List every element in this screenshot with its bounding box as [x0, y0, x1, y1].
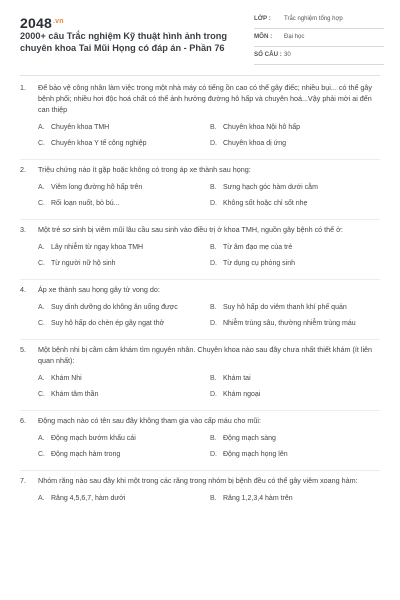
question-list	[0, 76, 400, 515]
option-b[interactable]	[210, 303, 382, 312]
question-3	[0, 220, 400, 280]
option-c[interactable]	[38, 199, 210, 208]
options	[20, 235, 376, 280]
question-7	[0, 471, 400, 515]
question-text: Áp xe thành sau họng gây tử vong do:	[38, 285, 160, 294]
option-letter: D.	[210, 451, 217, 458]
question-number: 5.	[20, 345, 26, 354]
option-text: Động mạch bướm khẩu cái	[51, 435, 136, 442]
option-letter: A.	[38, 435, 45, 442]
options	[20, 366, 376, 411]
options	[20, 426, 376, 471]
option-b[interactable]	[210, 123, 382, 132]
option-text: Khám tai	[223, 375, 251, 382]
option-text: Răng 4,5,6,7, hàm dưới	[51, 495, 126, 502]
option-letter: B.	[210, 124, 217, 131]
option-letter: C.	[38, 451, 45, 458]
option-text: Không sốt hoặc chỉ sốt nhẹ	[223, 200, 308, 207]
option-text: Khám Nhi	[51, 375, 82, 382]
option-letter: D.	[210, 140, 217, 147]
logo-tld: .vn	[52, 18, 64, 25]
site-logo[interactable]	[20, 15, 64, 31]
option-text: Động mạch họng lên	[223, 451, 288, 458]
option-letter: A.	[38, 124, 45, 131]
option-text: Sưng hạch góc hàm dưới cằm	[223, 184, 318, 191]
option-d[interactable]	[210, 139, 382, 148]
option-text: Chuyên khoa Nội hô hấp	[223, 124, 301, 131]
option-a[interactable]	[38, 303, 210, 312]
options	[20, 115, 376, 160]
question-stem	[20, 82, 376, 115]
option-b[interactable]	[210, 183, 382, 192]
option-text: Khám ngoại	[223, 391, 261, 398]
option-letter: C.	[38, 320, 45, 327]
option-text: Chuyên khoa dị ứng	[223, 140, 287, 147]
meta-row-subject	[254, 32, 384, 47]
option-letter: D.	[210, 320, 217, 327]
option-text: Suy dinh dưỡng do không ăn uống được	[51, 304, 178, 311]
question-text: Để bảo vệ công nhân làm việc trong một nhà máy có tiếng ồn cao có thể gây điếc; nhiều bụi... có thể gây bệnh phổi; nhiều hơi độc hoá chất có thể ảnh hưởng đường hô hấp và chuyên hoá...Vậy phải mời ai đến can thiệp	[38, 83, 373, 114]
options	[20, 295, 376, 340]
option-text: Chuyên khoa Y tế công nghiệp	[51, 140, 147, 147]
option-text: Rối loạn nuốt, bỏ bú...	[51, 200, 120, 207]
meta-value: Trắc nghiệm tổng hợp	[284, 15, 343, 22]
option-letter: C.	[38, 140, 45, 147]
option-letter: D.	[210, 200, 217, 207]
logo-number: 2048	[20, 15, 52, 31]
question-stem	[20, 284, 376, 295]
option-letter: B.	[210, 375, 217, 382]
option-letter: D.	[210, 260, 217, 267]
options	[20, 175, 376, 220]
option-letter: B.	[210, 435, 217, 442]
option-c[interactable]	[38, 259, 210, 268]
option-b[interactable]	[210, 494, 382, 503]
question-number: 1.	[20, 83, 26, 92]
option-d[interactable]	[210, 199, 382, 208]
option-letter: A.	[38, 375, 45, 382]
option-letter: B.	[210, 244, 217, 251]
question-text: Triệu chứng nào ít gặp hoặc không có trong áp xe thành sau họng:	[38, 165, 251, 174]
meta-table	[254, 14, 384, 68]
option-letter: C.	[38, 391, 45, 398]
meta-row-class	[254, 14, 384, 29]
question-number: 3.	[20, 225, 26, 234]
question-text: Một bệnh nhi bị câm câm khám tìm nguyên nhân. Chuyên khoa nào sau đây chưa nhất thiết khám (ít liên quan nhất):	[38, 345, 373, 365]
option-d[interactable]	[210, 450, 382, 459]
option-a[interactable]	[38, 243, 210, 252]
question-text: Động mạch nào có tên sau đây không tham gia vào cấp máu cho mũi:	[38, 416, 261, 425]
meta-value: Đại học	[284, 33, 305, 40]
question-stem	[20, 475, 376, 486]
option-b[interactable]	[210, 243, 382, 252]
option-d[interactable]	[210, 319, 382, 328]
option-letter: C.	[38, 200, 45, 207]
option-letter: A.	[38, 495, 45, 502]
option-text: Từ dụng cụ phòng sinh	[223, 260, 296, 267]
question-text: Nhóm răng nào sau đây khi một trong các răng trong nhóm bị bệnh đều có thể gây viêm xoang hàm:	[38, 476, 358, 485]
option-text: Răng 1,2,3,4 hàm trên	[223, 495, 293, 502]
option-text: Từ người nữ hộ sinh	[51, 260, 116, 267]
option-text: Suy hô hấp do chèn ép gây ngạt thở	[51, 320, 165, 327]
question-1	[0, 76, 400, 160]
option-letter: B.	[210, 304, 217, 311]
question-number: 2.	[20, 165, 26, 174]
option-a[interactable]	[38, 494, 210, 503]
question-stem	[20, 164, 376, 175]
option-letter: B.	[210, 184, 217, 191]
question-6	[0, 411, 400, 471]
option-letter: A.	[38, 184, 45, 191]
option-text: Suy hô hấp do viêm thanh khí phế quản	[223, 304, 347, 311]
question-4	[0, 280, 400, 340]
question-number: 6.	[20, 416, 26, 425]
option-c[interactable]	[38, 390, 210, 399]
option-c[interactable]	[38, 139, 210, 148]
question-5	[0, 340, 400, 411]
option-text: Từ âm đạo mẹ của trẻ	[223, 244, 293, 251]
meta-row-count	[254, 50, 384, 65]
option-letter: A.	[38, 244, 45, 251]
question-text: Một trẻ sơ sinh bị viêm mũi lâu cầu sau sinh vào điều trị ở khoa TMH, nguồn gây bệnh có thể ở:	[38, 225, 343, 234]
question-number: 4.	[20, 285, 26, 294]
option-text: Nhiễm trùng sâu, thường nhiễm trùng máu	[223, 320, 356, 327]
question-2	[0, 160, 400, 220]
question-stem	[20, 224, 376, 235]
option-a[interactable]	[38, 374, 210, 383]
option-text: Chuyên khoa TMH	[51, 124, 110, 131]
option-a[interactable]	[38, 183, 210, 192]
option-b[interactable]	[210, 374, 382, 383]
question-stem	[20, 415, 376, 426]
document-title: 2000+ câu Trắc nghiệm Kỹ thuật hình ảnh trong chuyên khoa Tai Mũi Họng có đáp án - Phần 76	[20, 31, 228, 53]
option-text: Khám tâm thần	[51, 391, 99, 398]
option-c[interactable]	[38, 450, 210, 459]
option-text: Lây nhiễm từ ngay khoa TMH	[51, 244, 144, 251]
option-letter: B.	[210, 495, 217, 502]
option-b[interactable]	[210, 434, 382, 443]
header	[0, 0, 400, 70]
option-text: Viêm long đường hô hấp trên	[51, 184, 143, 191]
meta-key: MÔN :	[254, 33, 273, 40]
meta-value: 30	[284, 51, 291, 58]
option-a[interactable]	[38, 123, 210, 132]
option-letter: C.	[38, 260, 45, 267]
question-number: 7.	[20, 476, 26, 485]
option-text: Động mạch hàm trong	[51, 451, 121, 458]
option-a[interactable]	[38, 434, 210, 443]
meta-key: LỚP :	[254, 15, 271, 22]
meta-key: SỐ CÂU :	[254, 51, 282, 58]
option-d[interactable]	[210, 390, 382, 399]
option-letter: D.	[210, 391, 217, 398]
option-text: Động mạch sàng	[223, 435, 276, 442]
options	[20, 486, 376, 515]
option-d[interactable]	[210, 259, 382, 268]
option-c[interactable]	[38, 319, 210, 328]
question-stem	[20, 344, 376, 366]
option-letter: A.	[38, 304, 45, 311]
